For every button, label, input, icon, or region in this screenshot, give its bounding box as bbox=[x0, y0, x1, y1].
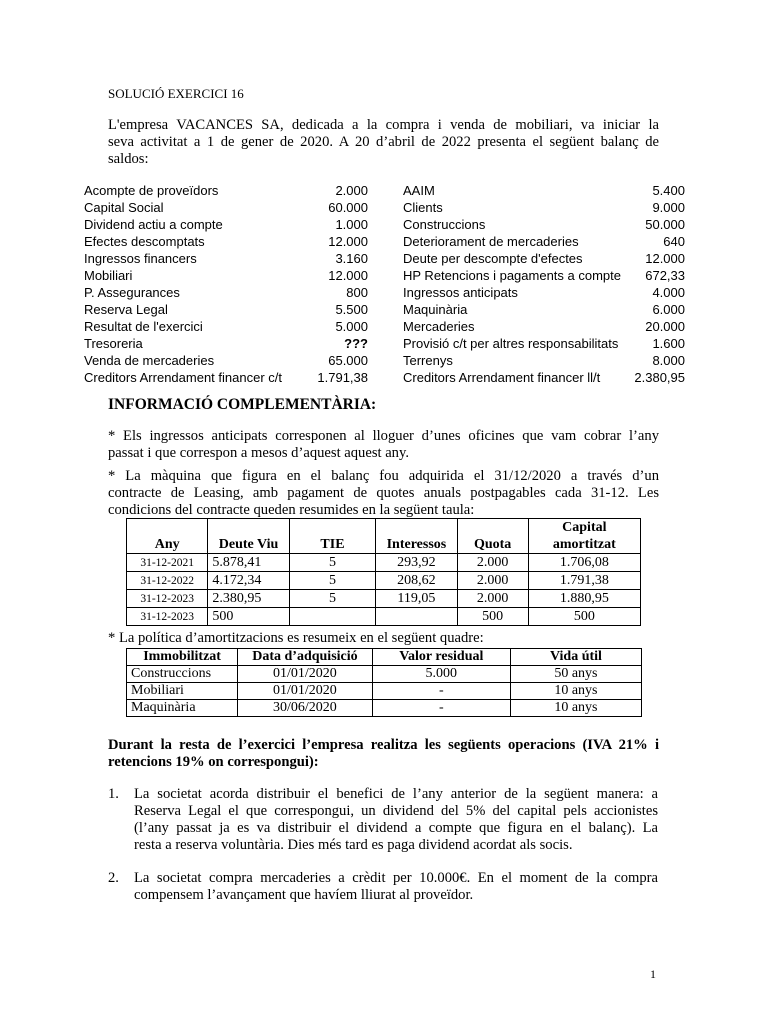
balance-account-value: 20.000 bbox=[645, 319, 685, 334]
table-row bbox=[127, 700, 642, 717]
balance-account-value: 1.600 bbox=[652, 336, 685, 351]
exercise-heading: SOLUCIÓ EXERCICI 16 bbox=[108, 86, 244, 101]
balance-account-name: Dividend actiu a compte bbox=[84, 217, 223, 232]
cell-residual: - bbox=[372, 683, 510, 700]
balance-account-value: 12.000 bbox=[328, 234, 368, 249]
cell-date: 30/06/2020 bbox=[238, 700, 373, 717]
cell-debt: 2.380,95 bbox=[208, 590, 289, 608]
balance-account-value: 5.400 bbox=[652, 183, 685, 198]
leasing-header-row bbox=[127, 519, 641, 554]
note-line: * Els ingressos anticipats corresponen al lloguer d’unes oficines que vam cobrar l’any bbox=[108, 428, 659, 444]
cell-capital: 500 bbox=[528, 608, 640, 626]
balance-row bbox=[403, 216, 685, 233]
cell-capital: 1.706,08 bbox=[528, 554, 640, 572]
balance-row bbox=[84, 250, 384, 267]
balance-account-name: Construccions bbox=[403, 217, 486, 232]
operation-number: 1. bbox=[108, 786, 119, 802]
balance-account-value: 50.000 bbox=[645, 217, 685, 232]
note-line: contracte de Leasing, amb pagament de quotes anuals postpagables cada 31-12. Les bbox=[108, 485, 659, 501]
header-tie: TIE bbox=[289, 519, 376, 554]
balance-account-value: 12.000 bbox=[328, 268, 368, 283]
cell-debt: 4.172,34 bbox=[208, 572, 289, 590]
header-capital-line1: Capital bbox=[562, 520, 607, 535]
balance-account-name: Reserva Legal bbox=[84, 302, 168, 317]
note-line: condicions del contracte queden resumides en la següent taula: bbox=[108, 502, 475, 518]
balance-row bbox=[403, 284, 685, 301]
cell-debt: 500 bbox=[208, 608, 289, 626]
cell-interest: 119,05 bbox=[376, 590, 457, 608]
operation-line: La societat compra mercaderies a crèdit per 10.000€. En el moment de la compra bbox=[134, 870, 658, 886]
balance-row bbox=[84, 318, 384, 335]
balance-account-name: AAIM bbox=[403, 183, 435, 198]
balance-row bbox=[403, 250, 685, 267]
balance-row bbox=[403, 233, 685, 250]
cell-tie: 5 bbox=[289, 572, 376, 590]
cell-asset: Construccions bbox=[127, 666, 238, 683]
balance-account-name: P. Assegurances bbox=[84, 285, 180, 300]
balance-account-name: Creditors Arrendament financer ll/t bbox=[403, 370, 601, 385]
header-quota: Quota bbox=[457, 519, 528, 554]
amort-header-row bbox=[127, 649, 642, 666]
balance-account-name: Acompte de proveïdors bbox=[84, 183, 219, 198]
page-number: 1 bbox=[650, 967, 656, 981]
balance-account-name: Efectes descomptats bbox=[84, 234, 205, 249]
cell-asset: Mobiliari bbox=[127, 683, 238, 700]
intro-line: seva activitat a 1 de gener de 2020. A 20 d’abril de 2022 presenta el següent balanç de bbox=[108, 134, 659, 150]
cell-tie: 5 bbox=[289, 554, 376, 572]
balance-account-value: 672,33 bbox=[645, 268, 685, 283]
balance-account-value: 800 bbox=[346, 285, 368, 300]
cell-quota: 2.000 bbox=[457, 554, 528, 572]
cell-tie: 5 bbox=[289, 590, 376, 608]
balance-row bbox=[403, 352, 685, 369]
balance-account-name: Resultat de l'exercici bbox=[84, 319, 203, 334]
balance-row bbox=[84, 216, 384, 233]
balance-account-value: 8.000 bbox=[652, 353, 685, 368]
operation-line: (l’any passat ja es va distribuir el dividend a compte que figura en el balanç). La bbox=[134, 820, 658, 836]
balance-account-name: Mercaderies bbox=[403, 319, 475, 334]
balance-account-name: Tresoreria bbox=[84, 336, 143, 351]
balance-row bbox=[403, 369, 685, 386]
balance-account-value: 60.000 bbox=[328, 200, 368, 215]
balance-account-value: 65.000 bbox=[328, 353, 368, 368]
cell-residual: - bbox=[372, 700, 510, 717]
note-line: passat i que correspon a mesos d’aquest aquest any. bbox=[108, 445, 409, 461]
cell-life: 50 anys bbox=[510, 666, 641, 683]
balance-row bbox=[84, 233, 384, 250]
operation-number: 2. bbox=[108, 870, 119, 886]
header-interest: Interessos bbox=[376, 519, 457, 554]
cell-quota: 2.000 bbox=[457, 572, 528, 590]
balance-row bbox=[403, 335, 685, 352]
balance-row bbox=[84, 182, 384, 199]
header-date: Data d’adquisició bbox=[238, 649, 373, 666]
operations-title-line: Durant la resta de l’exercici l’empresa realitza les següents operacions (IVA 21% i bbox=[108, 737, 659, 753]
balance-account-name: Ingressos financers bbox=[84, 251, 197, 266]
operations-title-line: retencions 19% on correspongui): bbox=[108, 754, 319, 770]
note-advance-income bbox=[108, 428, 659, 462]
header-life: Vida útil bbox=[510, 649, 641, 666]
cell-interest: 208,62 bbox=[376, 572, 457, 590]
cell-life: 10 anys bbox=[510, 700, 641, 717]
balance-account-value: 12.000 bbox=[645, 251, 685, 266]
balance-account-value: 1.791,38 bbox=[317, 370, 368, 385]
balance-account-value: 4.000 bbox=[652, 285, 685, 300]
note-leasing bbox=[108, 468, 659, 519]
balance-row bbox=[403, 318, 685, 335]
cell-year: 31-12-2023 bbox=[127, 590, 208, 608]
balance-account-value: ??? bbox=[344, 336, 368, 351]
cell-year: 31-12-2022 bbox=[127, 572, 208, 590]
cell-year: 31-12-2021 bbox=[127, 554, 208, 572]
note-line: * La màquina que figura en el balanç fou adquirida el 31/12/2020 a través d’un bbox=[108, 468, 659, 484]
cell-asset: Maquinària bbox=[127, 700, 238, 717]
header-debt: Deute Viu bbox=[208, 519, 289, 554]
balance-row bbox=[84, 301, 384, 318]
header-capital bbox=[528, 519, 640, 554]
cell-life: 10 anys bbox=[510, 683, 641, 700]
leasing-table bbox=[126, 518, 641, 626]
cell-quota: 500 bbox=[457, 608, 528, 626]
balance-account-name: Terrenys bbox=[403, 353, 453, 368]
balance-row bbox=[403, 301, 685, 318]
table-row bbox=[127, 572, 641, 590]
balance-account-name: Maquinària bbox=[403, 302, 468, 317]
balance-account-value: 9.000 bbox=[652, 200, 685, 215]
balance-account-name: HP Retencions i pagaments a compte bbox=[403, 268, 621, 283]
balance-account-name: Creditors Arrendament financer c/t bbox=[84, 370, 282, 385]
balance-row bbox=[84, 199, 384, 216]
cell-capital: 1.880,95 bbox=[528, 590, 640, 608]
complementary-title: INFORMACIÓ COMPLEMENTÀRIA: bbox=[108, 396, 377, 413]
balance-right-column bbox=[403, 182, 685, 392]
header-residual: Valor residual bbox=[372, 649, 510, 666]
balance-account-name: Capital Social bbox=[84, 200, 164, 215]
balance-account-name: Clients bbox=[403, 200, 443, 215]
cell-residual: 5.000 bbox=[372, 666, 510, 683]
balance-account-value: 1.000 bbox=[335, 217, 368, 232]
operation-line: Reserva Legal el que correspongui, un dividend del 5% del capital pels accionistes bbox=[134, 803, 658, 819]
cell-date: 01/01/2020 bbox=[238, 666, 373, 683]
header-capital-line2: amortitzat bbox=[552, 537, 616, 552]
operation-line: La societat acorda distribuir el benefici de l’any anterior de la següent manera: a bbox=[134, 786, 658, 802]
balance-account-value: 3.160 bbox=[335, 251, 368, 266]
balance-account-name: Provisió c/t per altres responsabilitats bbox=[403, 336, 619, 351]
operation-text bbox=[134, 870, 658, 904]
amortization-table bbox=[126, 648, 642, 717]
balance-row bbox=[84, 369, 384, 386]
balance-account-value: 5.500 bbox=[335, 302, 368, 317]
balance-row bbox=[84, 267, 384, 284]
balance-row bbox=[84, 335, 384, 352]
balance-row bbox=[403, 267, 685, 284]
balance-account-name: Deute per descompte d'efectes bbox=[403, 251, 583, 266]
balance-row bbox=[84, 352, 384, 369]
cell-interest: 293,92 bbox=[376, 554, 457, 572]
table-row bbox=[127, 590, 641, 608]
balance-account-name: Mobiliari bbox=[84, 268, 133, 283]
balance-row bbox=[403, 182, 685, 199]
intro-line: saldos: bbox=[108, 151, 149, 167]
balance-account-value: 2.380,95 bbox=[634, 370, 685, 385]
header-asset: Immobilitzat bbox=[127, 649, 238, 666]
balance-account-value: 640 bbox=[663, 234, 685, 249]
balance-row bbox=[403, 199, 685, 216]
table-row bbox=[127, 608, 641, 626]
cell-debt: 5.878,41 bbox=[208, 554, 289, 572]
intro-paragraph bbox=[108, 117, 659, 168]
balance-row bbox=[84, 284, 384, 301]
cell-tie bbox=[289, 608, 376, 626]
table-row bbox=[127, 554, 641, 572]
balance-left-column bbox=[84, 182, 384, 392]
balance-account-name: Venda de mercaderies bbox=[84, 353, 215, 368]
note-amortization: * La política d’amortitzacions es resumeix en el següent quadre: bbox=[108, 630, 484, 646]
balance-account-value: 2.000 bbox=[335, 183, 368, 198]
cell-quota: 2.000 bbox=[457, 590, 528, 608]
operation-text bbox=[134, 786, 658, 854]
cell-interest bbox=[376, 608, 457, 626]
operation-line: compensem l’avançament que havíem lliurat al proveïdor. bbox=[134, 887, 474, 903]
cell-date: 01/01/2020 bbox=[238, 683, 373, 700]
balance-account-name: Ingressos anticipats bbox=[403, 285, 518, 300]
table-row bbox=[127, 666, 642, 683]
balance-account-value: 5.000 bbox=[335, 319, 368, 334]
intro-line: L'empresa VACANCES SA, dedicada a la compra i venda de mobiliari, va iniciar la bbox=[108, 117, 659, 133]
header-year: Any bbox=[127, 519, 208, 554]
balance-account-name: Deteriorament de mercaderies bbox=[403, 234, 579, 249]
cell-capital: 1.791,38 bbox=[528, 572, 640, 590]
balance-account-value: 6.000 bbox=[652, 302, 685, 317]
operation-line: resta a reserva voluntària. Dies més tard es paga dividend acordat als socis. bbox=[134, 837, 573, 853]
table-row bbox=[127, 683, 642, 700]
operations-title bbox=[108, 737, 659, 771]
cell-year: 31-12-2023 bbox=[127, 608, 208, 626]
